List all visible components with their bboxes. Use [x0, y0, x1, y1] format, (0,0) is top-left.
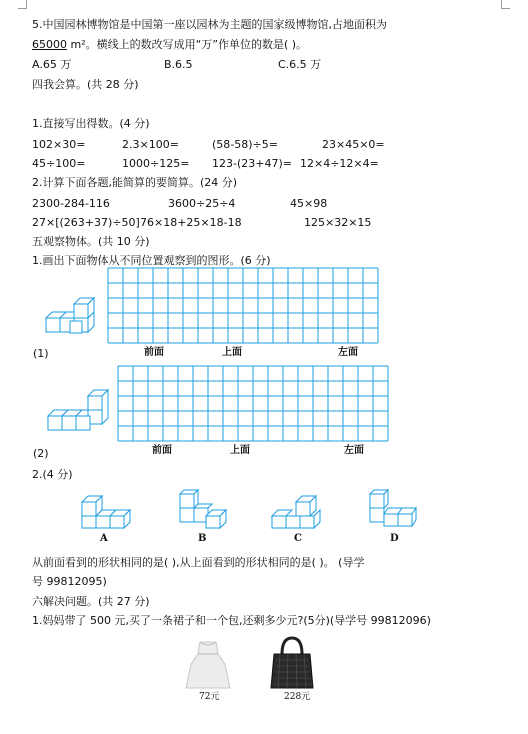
page-corner-mark [18, 0, 27, 9]
section4-title: 四我会算。(共 28 分) [32, 78, 139, 91]
dress-image [185, 640, 231, 690]
sec5-q2-text: 从前面看到的形状相同的是( ),从上面看到的形状相同的是( )。 (导学 [32, 556, 365, 569]
section6-title: 六解决问题。(共 27 分) [32, 595, 150, 608]
view-label-front: 前面 [144, 347, 164, 358]
sec5-q1-title: 1.画出下面物体从不同位置观察到的图形。(6 分) [32, 254, 271, 267]
sec5-q2-title: 2.(4 分) [32, 468, 73, 481]
choice-label-b: B [198, 533, 207, 544]
option-b: B.6.5 [164, 58, 193, 71]
figure-label-1: (1) [33, 347, 49, 360]
calc-item: 1000÷125= [122, 157, 190, 170]
section5-title: 五观察物体。(共 10 分) [32, 235, 150, 248]
dress-price: 72元 [199, 692, 220, 702]
q5-line1: 5.中国园林博物馆是中国第一座以园林为主题的国家级博物馆,占地面积为 [32, 18, 387, 31]
choice-figure-d [366, 486, 426, 530]
choice-label-d: D [390, 533, 399, 544]
drawing-grid-2 [118, 366, 388, 441]
calc-item: 3600÷25÷4 [168, 197, 236, 210]
choice-figure-a [80, 490, 140, 530]
sec5-q2-text: 号 99812095) [32, 575, 107, 588]
page-corner-mark [501, 0, 510, 9]
calc-item: 123-(23+47)= [212, 157, 292, 170]
option-c: C.6.5 万 [278, 58, 322, 71]
option-a: A.65 万 [32, 58, 72, 71]
cube-figure-1 [44, 294, 104, 334]
handbag-image [270, 636, 314, 690]
view-label-top: 上面 [230, 445, 250, 456]
calc-item: 27×[(263+37)÷50] [32, 216, 140, 229]
area-unit-text: m²。横线上的数改写成用“万”作单位的数是( )。 [67, 38, 308, 51]
calc-item: 102×30= [32, 138, 86, 151]
choice-figure-c [270, 488, 330, 530]
calc-item: 2.3×100= [122, 138, 179, 151]
calc-item: 76×18+25×18-18 [140, 216, 242, 229]
area-value: 65000 [32, 38, 67, 51]
choice-figure-b [176, 486, 236, 530]
calc-item: (58-58)÷5= [212, 138, 278, 151]
calc-item: 23×45×0= [322, 138, 385, 151]
choice-label-c: C [294, 533, 302, 544]
handbag-price: 228元 [284, 692, 311, 702]
q5-line2 [32, 38, 307, 52]
calc-item: 12×4÷12×4= [300, 157, 379, 170]
view-label-front: 前面 [152, 445, 172, 456]
cube-figure-2 [44, 386, 114, 442]
view-label-left: 左面 [338, 347, 358, 358]
sec4-q1-title: 1.直接写出得数。(4 分) [32, 117, 150, 130]
drawing-grid-1 [108, 268, 384, 344]
calc-item: 45×98 [290, 197, 328, 210]
view-label-left: 左面 [344, 445, 364, 456]
sec4-q2-title: 2.计算下面各题,能简算的要简算。(24 分) [32, 176, 238, 189]
choice-label-a: A [100, 533, 108, 544]
calc-item: 125×32×15 [304, 216, 372, 229]
sec6-q1-title: 1.妈妈带了 500 元,买了一条裙子和一个包,还剩多少元?(5分)(导学号 99812096) [32, 614, 431, 627]
figure-label-2: (2) [33, 447, 49, 460]
calc-item: 2300-284-116 [32, 197, 110, 210]
view-label-top: 上面 [222, 347, 242, 358]
calc-item: 45÷100= [32, 157, 86, 170]
